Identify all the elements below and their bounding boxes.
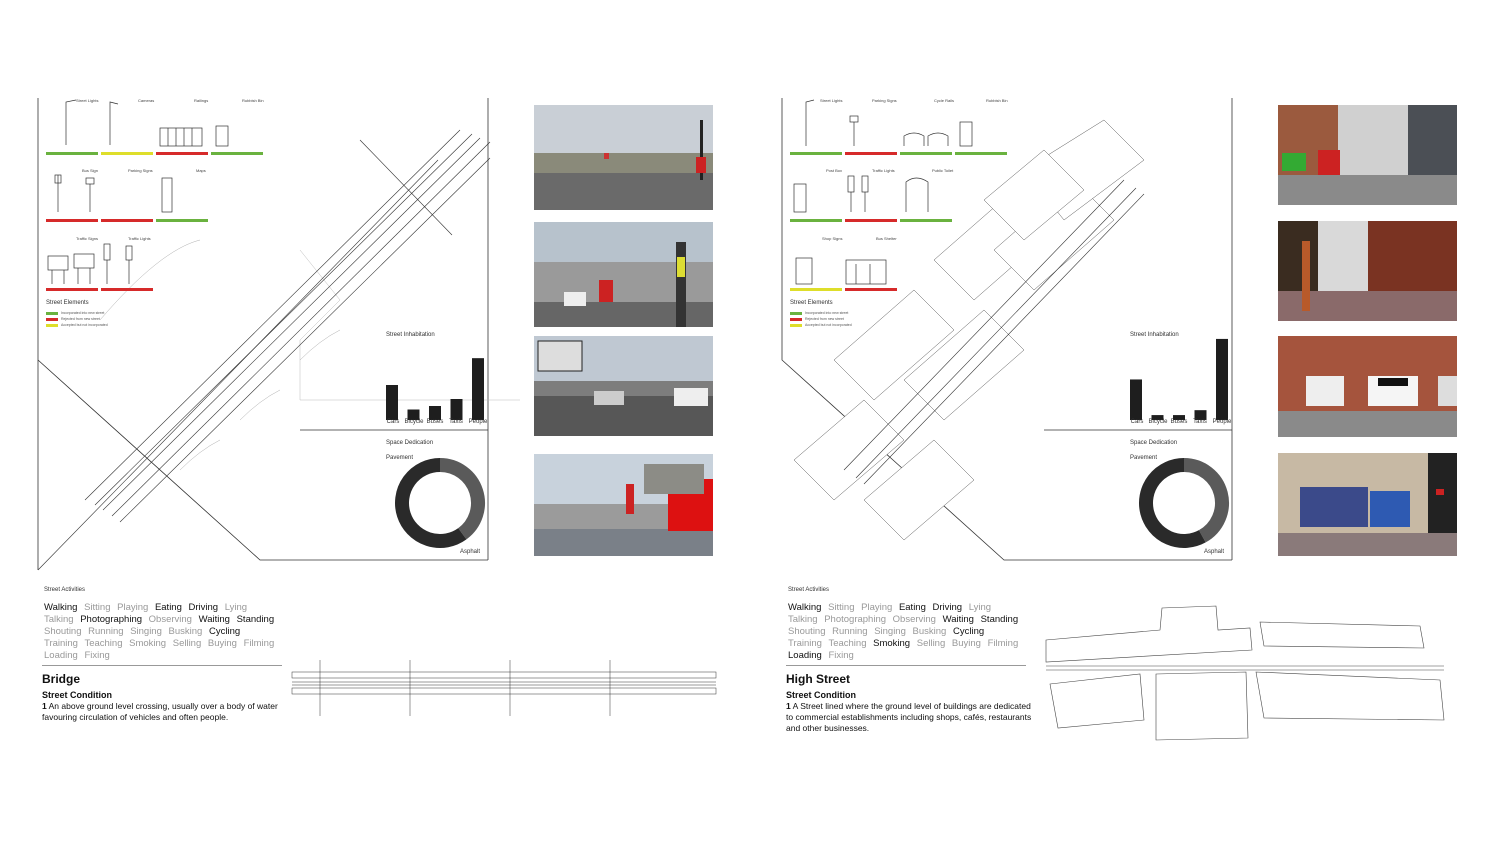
element-status-bar (101, 152, 153, 155)
bar-label: People (1212, 419, 1232, 425)
activity-item: Shouting (44, 626, 82, 637)
street-type-title: High Street (786, 672, 851, 686)
element-label: Parking Signs (872, 98, 897, 103)
condition-title: Street Condition (42, 690, 112, 700)
element-label: Post Box (826, 168, 843, 173)
element-label: Traffic Signs (76, 236, 99, 241)
inhabitation-title: Street Inhabitation (1130, 332, 1179, 338)
high-street-photo-4 (1278, 453, 1457, 556)
element-status-bar (211, 152, 263, 155)
high-street-photo-2 (1278, 221, 1457, 321)
bar-label: Taxis (1193, 419, 1207, 425)
donut-label-pavement: Pavement (386, 455, 414, 461)
activity-item: Buying (207, 638, 237, 649)
space-dedication-donut (393, 456, 487, 550)
space-dedication-donut (1137, 456, 1231, 550)
activity-item: Talking (44, 614, 74, 625)
activity-item: Observing (148, 614, 192, 625)
bar-label: Buses (1170, 419, 1188, 425)
activity-item: Running (88, 626, 124, 637)
activity-item: Selling (916, 638, 946, 649)
element-label: Rubbish Bin (986, 98, 1008, 103)
activity-item: Busking (168, 626, 203, 637)
donut-slice-pavement (440, 465, 478, 534)
bridge-photo-1 (534, 105, 713, 210)
element-status-bar (101, 288, 153, 291)
element-status-bar (46, 219, 98, 222)
bridge-photo-3 (534, 336, 713, 436)
high-street-panel (744, 0, 1484, 851)
high-street-photo-1 (1278, 105, 1457, 205)
activity-item: Fixing (84, 650, 110, 661)
element-label: Street Lights (820, 98, 843, 103)
legend-item: Accepted but not incorporated (46, 322, 108, 328)
element-status-bar (46, 152, 98, 155)
activity-item: Filming (243, 638, 275, 649)
dedication-title: Space Dedication (1130, 440, 1178, 446)
element-status-bar (790, 152, 842, 155)
activity-item: Teaching (828, 638, 867, 649)
activity-item: Buying (951, 638, 981, 649)
legend-item: Incorporated into new street (46, 310, 108, 316)
element-status-bar (900, 219, 952, 222)
element-status-bar (156, 219, 208, 222)
element-status-bar (156, 152, 208, 155)
inhabitation-bar-chart (384, 350, 494, 420)
bar-label: Buses (426, 419, 444, 425)
element-label: Cycle Rails (934, 98, 955, 103)
activity-item: Walking (44, 602, 78, 613)
legend-title: Street Elements (46, 300, 89, 306)
donut-slice-pavement (1184, 465, 1222, 536)
activity-item: Driving (932, 602, 963, 613)
bar-people (1216, 339, 1228, 420)
activity-item: Training (44, 638, 78, 649)
donut-label-pavement: Pavement (1130, 455, 1158, 461)
element-status-bar (845, 219, 897, 222)
activity-item: Loading (44, 650, 78, 661)
element-status-bar (845, 152, 897, 155)
activity-item: Singing (130, 626, 162, 637)
activity-item: Fixing (828, 650, 854, 661)
divider (786, 665, 1026, 666)
activities-title: Street Activities (44, 587, 86, 593)
activity-item: Standing (236, 614, 275, 625)
activity-item: Photographing (80, 614, 143, 625)
element-status-bar (900, 152, 952, 155)
bar-label: Cars (386, 419, 400, 425)
legend-item: Accepted but not incorporated (790, 322, 852, 328)
element-status-bar (790, 219, 842, 222)
high-street-plan-drawing (1040, 600, 1450, 750)
activity-item: Talking (788, 614, 818, 625)
donut-slice-asphalt (1146, 465, 1202, 541)
activities-title: Street Activities (788, 587, 830, 593)
activity-item: Standing (980, 614, 1019, 625)
legend-title: Street Elements (790, 300, 833, 306)
element-status-bar (845, 288, 897, 291)
bridge-panel (0, 0, 740, 851)
condition-text: 1 An above ground level crossing, usually over a body of water favouring circulation of vehicles and often people. (42, 701, 278, 722)
activity-item: Cycling (952, 626, 985, 637)
activity-item: Lying (224, 602, 248, 613)
element-status-bar (790, 288, 842, 291)
element-label: Traffic Lights (128, 236, 151, 241)
element-status-bar (46, 288, 98, 291)
activities-list (788, 602, 1028, 662)
activity-item: Playing (861, 602, 893, 613)
bar-people (472, 358, 484, 420)
element-label: Rubbish Bin (242, 98, 264, 103)
activity-item: Lying (968, 602, 992, 613)
inhabitation-bar-chart (1128, 334, 1238, 420)
activity-item: Selling (172, 638, 202, 649)
activity-item: Photographing (824, 614, 887, 625)
element-label: Traffic Lights (872, 168, 895, 173)
element-label: Bus Sign (82, 168, 99, 173)
element-label: Public Toilet (932, 168, 954, 173)
bridge-section-drawing (290, 660, 720, 720)
legend-item: Rejected from new street (790, 316, 852, 322)
bridge-photo-4 (534, 454, 713, 556)
activity-item: Filming (987, 638, 1019, 649)
condition-title: Street Condition (786, 690, 856, 700)
activity-item: Eating (898, 602, 926, 613)
element-label: Street Lights (76, 98, 99, 103)
bar-buses (429, 406, 441, 420)
condition-text: 1 A Street lined where the ground level of buildings are dedicated to commercial establishments including shops, cafés, restaurants and other businesses. (786, 701, 1032, 733)
street-elements-legend (46, 300, 108, 328)
activity-item: Loading (788, 650, 822, 661)
activity-item: Training (788, 638, 822, 649)
activity-item: Waiting (942, 614, 974, 625)
activity-item: Smoking (129, 638, 167, 649)
activity-item: Shouting (788, 626, 826, 637)
activity-item: Waiting (198, 614, 230, 625)
element-label: Bus Shelter (876, 236, 897, 241)
element-label: Cameras (138, 98, 155, 103)
donut-label-asphalt: Asphalt (1204, 549, 1225, 555)
bar-label: Bicycle (404, 419, 424, 425)
element-status-bar (955, 152, 1007, 155)
street-type-title: Bridge (42, 672, 81, 686)
bar-label: Cars (1130, 419, 1144, 425)
donut-label-asphalt: Asphalt (460, 549, 481, 555)
bar-label: People (468, 419, 488, 425)
activities-list (44, 602, 284, 662)
bar-label: Taxis (449, 419, 463, 425)
bar-cars (1130, 379, 1142, 420)
element-label: Railings (194, 98, 209, 103)
legend-item: Rejected from new street (46, 316, 108, 322)
activity-item: Teaching (84, 638, 123, 649)
activity-item: Running (832, 626, 868, 637)
element-label: Parking Signs (128, 168, 153, 173)
donut-slice-asphalt (402, 465, 462, 541)
element-status-bar (101, 219, 153, 222)
activity-item: Playing (117, 602, 149, 613)
activity-item: Sitting (84, 602, 111, 613)
legend-item: Incorporated into new street (790, 310, 852, 316)
activity-item: Smoking (873, 638, 911, 649)
activity-item: Cycling (208, 626, 241, 637)
element-label: Maps (196, 168, 206, 173)
bar-cars (386, 385, 398, 420)
dedication-title: Space Dedication (386, 440, 434, 446)
activity-item: Walking (788, 602, 822, 613)
activity-item: Eating (154, 602, 182, 613)
element-label: Shop Signs (822, 236, 843, 241)
street-elements-legend (790, 300, 852, 328)
bridge-photo-2 (534, 222, 713, 327)
inhabitation-title: Street Inhabitation (386, 332, 435, 338)
activity-item: Busking (912, 626, 947, 637)
high-street-photo-3 (1278, 336, 1457, 437)
activity-item: Sitting (828, 602, 855, 613)
bar-label: Bicycle (1148, 419, 1168, 425)
divider (42, 665, 282, 666)
activity-item: Singing (874, 626, 906, 637)
activity-item: Driving (188, 602, 219, 613)
activity-item: Observing (892, 614, 936, 625)
bar-taxis (451, 399, 463, 420)
